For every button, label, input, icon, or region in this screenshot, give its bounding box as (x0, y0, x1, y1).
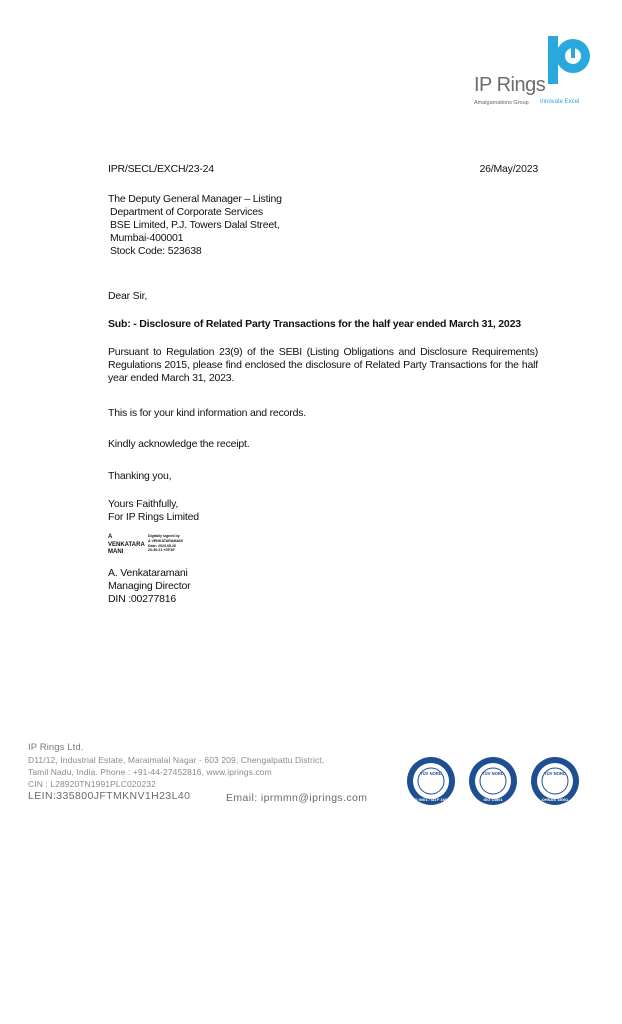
acknowledge-line: Kindly acknowledge the receipt. (108, 438, 250, 450)
brand-tagline: Innovate Excel (540, 99, 580, 105)
signer-block (108, 567, 190, 606)
reference-number: IPR/SECL/EXCH/23-24 (108, 163, 214, 175)
closing-line: For IP Rings Limited (108, 511, 199, 523)
seal-logo: TÜV NORD (420, 771, 442, 776)
certification-seal (468, 756, 518, 806)
address-line: Department of Corporate Services (110, 206, 263, 218)
salutation: Dear Sir, (108, 290, 148, 302)
address-line: The Deputy General Manager – Listing (108, 193, 282, 205)
digital-signature (108, 532, 218, 564)
certification-seal (406, 756, 456, 806)
seal-logo: TÜV NORD (544, 771, 566, 776)
signature-meta: Digitally signed by A VENKATARAMANI Date: 2023.05.26 20:30:21 +05'30' (148, 534, 183, 553)
recipient-address (108, 193, 282, 258)
footer-cin: CIN : L28920TN1991PLC020232 (28, 779, 156, 789)
signer-name: A. Venkataramani (108, 567, 188, 579)
signature-name: A VENKATARA MANI (108, 534, 145, 555)
footer-address-line: D11/12, Industrial Estate, Maraimalai Nagar - 603 209, Chengalpattu District, (28, 755, 325, 765)
closing-block (108, 498, 199, 524)
seal-label: ISO 9001 / IATF 16949 (410, 797, 452, 802)
info-line: This is for your kind information and records. (108, 407, 306, 419)
brand-name: IP Rings (474, 74, 546, 96)
body-paragraph: Pursuant to Regulation 23(9) of the SEBI (Listing Obligations and Disclosure Requirements) Regulations 2015, please find enclosed the disclosure of Related Party Transactions for the half year ended March 31, 2023. (108, 346, 538, 384)
signer-din: DIN :00277816 (108, 593, 177, 605)
address-line: BSE Limited, P.J. Towers Dalal Street, (110, 219, 280, 231)
closing-line: Yours Faithfully, (108, 498, 179, 510)
footer-email: Email: iprmmn@iprings.com (226, 792, 368, 804)
letter-date: 26/May/2023 (479, 163, 538, 175)
seal-label: ISO 14001 (483, 797, 503, 802)
footer (28, 742, 398, 802)
address-line: Stock Code: 523638 (110, 245, 202, 257)
certification-seal (530, 756, 580, 806)
footer-lein: LEIN:335800JFTMKNV1H23L40 (28, 790, 191, 802)
subject-line: Sub: - Disclosure of Related Party Transactions for the half year ended March 31, 2023 (108, 318, 521, 330)
brand-group: Amalgamations Group (474, 100, 529, 106)
address-line: Mumbai-400001 (110, 232, 184, 244)
signer-title: Managing Director (108, 580, 191, 592)
company-logo (474, 34, 592, 110)
seal-label: OHSAS 18001 (541, 797, 569, 802)
footer-address-line: Tamil Nadu, India. Phone : +91-44-27452816, www.iprings.com (28, 767, 272, 777)
ip-rings-logo-mark (546, 34, 592, 86)
footer-company: IP Rings Ltd. (28, 742, 84, 753)
seal-logo: TÜV NORD (482, 771, 504, 776)
thanks-line: Thanking you, (108, 470, 172, 482)
